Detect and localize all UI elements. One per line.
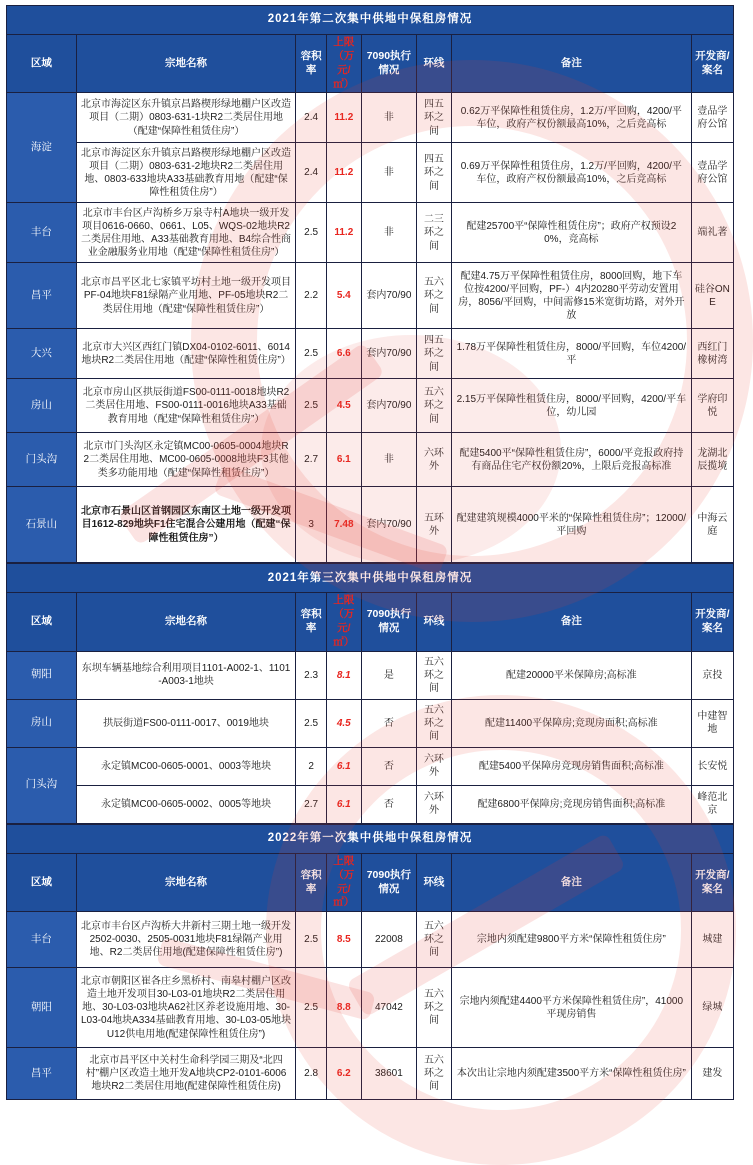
region-cell: 房山 bbox=[7, 379, 77, 433]
region-cell: 丰台 bbox=[7, 912, 77, 968]
developer-cell: 端礼著 bbox=[691, 203, 733, 263]
col-header-7090: 7090执行情况 bbox=[361, 853, 416, 911]
ring-cell: 六环外 bbox=[417, 433, 452, 487]
ring-cell: 五六环之间 bbox=[417, 379, 452, 433]
section-title-row bbox=[7, 564, 734, 593]
price-cap-cell: 11.2 bbox=[326, 143, 361, 203]
col-header-region: 区域 bbox=[7, 853, 77, 911]
parcel-name-cell: 北京市昌平区北七家镇平坊村土地一级开发项目PF-04地块F81绿隔产业用地、PF-05地块R2二类居住用地（配建“保障性租赁住房”） bbox=[76, 263, 296, 329]
col-header-far: 容积率 bbox=[296, 593, 327, 651]
price-cap-cell: 6.6 bbox=[326, 329, 361, 379]
col-header-ring: 环线 bbox=[417, 593, 452, 651]
parcel-name-cell: 拱辰街道FS00-0111-0017、0019地块 bbox=[76, 699, 296, 747]
table-row bbox=[7, 651, 734, 699]
note-cell: 0.69万平保障性租赁住房，1.2万/平回购，4200/平车位，政府产权份额最高10%，之后竞高标 bbox=[451, 143, 691, 203]
developer-cell: 学府印悦 bbox=[691, 379, 733, 433]
ring-cell: 五环外 bbox=[417, 487, 452, 563]
price-cap-cell: 8.8 bbox=[326, 968, 361, 1048]
note-cell: 0.62万平保障性租赁住房，1.2万/平回购，4200/平车位，政府产权份额最高10%，之后竞高标 bbox=[451, 93, 691, 143]
far-cell: 3 bbox=[296, 487, 327, 563]
region-cell: 昌平 bbox=[7, 1048, 77, 1100]
exec-7090-cell: 套内70/90 bbox=[361, 487, 416, 563]
price-cap-cell: 6.2 bbox=[326, 1048, 361, 1100]
note-cell: 本次出让宗地内须配建3500平方米“保障性租赁住房” bbox=[451, 1048, 691, 1100]
price-cap-cell: 7.48 bbox=[326, 487, 361, 563]
note-cell: 配建20000平米保障房;高标准 bbox=[451, 651, 691, 699]
ring-cell: 五六环之间 bbox=[417, 699, 452, 747]
land-supply-report bbox=[6, 5, 734, 1100]
price-cap-cell: 6.1 bbox=[326, 747, 361, 785]
developer-cell: 龙湖北辰揽境 bbox=[691, 433, 733, 487]
ring-cell: 五六环之间 bbox=[417, 651, 452, 699]
table-row bbox=[7, 747, 734, 785]
developer-cell: 峰范北京 bbox=[691, 785, 733, 823]
far-cell: 2.5 bbox=[296, 968, 327, 1048]
ring-cell: 四五环之间 bbox=[417, 329, 452, 379]
far-cell: 2 bbox=[296, 747, 327, 785]
col-header-far: 容积率 bbox=[296, 35, 327, 93]
parcel-name-cell: 北京市石景山区首钢园区东南区土地一级开发项目1612-829地块F1住宅混合公建用地（配建“保障性租赁住房”） bbox=[76, 487, 296, 563]
exec-7090-cell: 非 bbox=[361, 433, 416, 487]
table-2021-third-batch bbox=[6, 563, 734, 823]
col-header-note: 备注 bbox=[451, 35, 691, 93]
price-cap-cell: 4.5 bbox=[326, 379, 361, 433]
ring-cell: 五六环之间 bbox=[417, 968, 452, 1048]
col-header-ring: 环线 bbox=[417, 35, 452, 93]
section-title-row bbox=[7, 6, 734, 35]
far-cell: 2.3 bbox=[296, 651, 327, 699]
parcel-name-cell: 永定镇MC00-0605-0002、0005等地块 bbox=[76, 785, 296, 823]
region-cell: 海淀 bbox=[7, 93, 77, 203]
col-header-parcel-name: 宗地名称 bbox=[76, 853, 296, 911]
exec-7090-cell: 否 bbox=[361, 785, 416, 823]
ring-cell: 五六环之间 bbox=[417, 1048, 452, 1100]
price-cap-cell: 11.2 bbox=[326, 93, 361, 143]
exec-7090-cell: 非 bbox=[361, 143, 416, 203]
region-cell: 昌平 bbox=[7, 263, 77, 329]
far-cell: 2.8 bbox=[296, 1048, 327, 1100]
col-header-developer: 开发商/案名 bbox=[691, 35, 733, 93]
note-cell: 配建25700平“保障性租赁住房”；政府产权预设20%，竞高标 bbox=[451, 203, 691, 263]
far-cell: 2.7 bbox=[296, 433, 327, 487]
exec-7090-cell: 38601 bbox=[361, 1048, 416, 1100]
ring-cell: 四五环之间 bbox=[417, 143, 452, 203]
note-cell: 2.15万平保障性租赁住房，8000/平回购，4200/平车位，幼儿园 bbox=[451, 379, 691, 433]
section-title: 2021年第三次集中供地中保租房情况 bbox=[7, 564, 734, 593]
table-2022-first-batch bbox=[6, 824, 734, 1100]
exec-7090-cell: 47042 bbox=[361, 968, 416, 1048]
table-row bbox=[7, 93, 734, 143]
note-cell: 宗地内须配建4400平方米保障性租赁住房”，41000平现房销售 bbox=[451, 968, 691, 1048]
col-header-far: 容积率 bbox=[296, 853, 327, 911]
ring-cell: 五六环之间 bbox=[417, 912, 452, 968]
price-cap-cell: 6.1 bbox=[326, 785, 361, 823]
col-header-parcel-name: 宗地名称 bbox=[76, 35, 296, 93]
table-row bbox=[7, 379, 734, 433]
note-cell: 配建4.75万平保障性租赁住房，8000回购，地下车位按4200/平回购，PF-）4内20280平劳动安置用房，8056/平回购，中间需修15米宽街坊路，对外开放 bbox=[451, 263, 691, 329]
region-cell: 大兴 bbox=[7, 329, 77, 379]
developer-cell: 中海云庭 bbox=[691, 487, 733, 563]
far-cell: 2.4 bbox=[296, 143, 327, 203]
col-header-note: 备注 bbox=[451, 853, 691, 911]
header-row bbox=[7, 853, 734, 911]
col-header-region: 区域 bbox=[7, 35, 77, 93]
far-cell: 2.7 bbox=[296, 785, 327, 823]
exec-7090-cell: 非 bbox=[361, 203, 416, 263]
ring-cell: 六环外 bbox=[417, 747, 452, 785]
header-row bbox=[7, 35, 734, 93]
exec-7090-cell: 22008 bbox=[361, 912, 416, 968]
table-row bbox=[7, 785, 734, 823]
col-header-7090: 7090执行情况 bbox=[361, 35, 416, 93]
table-row bbox=[7, 968, 734, 1048]
col-header-price-cap: 上限（万元/㎡） bbox=[326, 593, 361, 651]
ring-cell: 四五环之间 bbox=[417, 93, 452, 143]
region-cell: 门头沟 bbox=[7, 747, 77, 823]
parcel-name-cell: 东坝车辆基地综合利用项目1101-A002-1、1101-A003-1地块 bbox=[76, 651, 296, 699]
developer-cell: 长安悦 bbox=[691, 747, 733, 785]
section-title-row bbox=[7, 824, 734, 853]
parcel-name-cell: 永定镇MC00-0605-0001、0003等地块 bbox=[76, 747, 296, 785]
parcel-name-cell: 北京市海淀区东升镇京昌路楔形绿地棚户区改造项目（二期）0803-631-2地块R2二类居住用地、0803-633地块A33基础教育用地（配建“保障性租赁住房”） bbox=[76, 143, 296, 203]
parcel-name-cell: 北京市门头沟区永定镇MC00-0605-0004地块R2二类居住用地、MC00-0605-0008地块F3其他类多功能用地（配建“保障性租赁住房”） bbox=[76, 433, 296, 487]
col-header-price-cap: 上限（万元/㎡） bbox=[326, 853, 361, 911]
parcel-name-cell: 北京市丰台区卢沟桥大井新村三期土地一级开发2502-0030、2505-0031地块F81绿隔产业用地、R2二类居住用地(配建保障性租赁住房”) bbox=[76, 912, 296, 968]
exec-7090-cell: 否 bbox=[361, 747, 416, 785]
table-row bbox=[7, 487, 734, 563]
note-cell: 配建11400平保障房;竞现房面积;高标准 bbox=[451, 699, 691, 747]
developer-cell: 中建智地 bbox=[691, 699, 733, 747]
price-cap-cell: 8.5 bbox=[326, 912, 361, 968]
table-row bbox=[7, 912, 734, 968]
table-row bbox=[7, 433, 734, 487]
col-header-developer: 开发商/案名 bbox=[691, 853, 733, 911]
parcel-name-cell: 北京市房山区拱辰街道FS00-0111-0018地块R2二类居住用地、FS00-0111-0016地块A33基础教育用地（配建“保障性租赁住房”） bbox=[76, 379, 296, 433]
region-cell: 丰台 bbox=[7, 203, 77, 263]
region-cell: 门头沟 bbox=[7, 433, 77, 487]
parcel-name-cell: 北京市海淀区东升镇京昌路楔形绿地棚户区改造项目（二期）0803-631-1块R2二类居住用地（配建“保障性租赁住房”） bbox=[76, 93, 296, 143]
exec-7090-cell: 套内70/90 bbox=[361, 379, 416, 433]
note-cell: 宗地内须配建9800平方米“保障性租赁住房” bbox=[451, 912, 691, 968]
note-cell: 配建5400平保障房竞现房销售面积;高标准 bbox=[451, 747, 691, 785]
table-row bbox=[7, 1048, 734, 1100]
col-header-parcel-name: 宗地名称 bbox=[76, 593, 296, 651]
far-cell: 2.5 bbox=[296, 912, 327, 968]
exec-7090-cell: 否 bbox=[361, 699, 416, 747]
developer-cell: 绿城 bbox=[691, 968, 733, 1048]
note-cell: 1.78万平保障性租赁住房，8000/平回购，车位4200/平 bbox=[451, 329, 691, 379]
developer-cell: 城建 bbox=[691, 912, 733, 968]
exec-7090-cell: 套内70/90 bbox=[361, 263, 416, 329]
col-header-ring: 环线 bbox=[417, 853, 452, 911]
price-cap-cell: 8.1 bbox=[326, 651, 361, 699]
region-cell: 朝阳 bbox=[7, 968, 77, 1048]
developer-cell: 西红门橡树湾 bbox=[691, 329, 733, 379]
section-title: 2021年第二次集中供地中保租房情况 bbox=[7, 6, 734, 35]
developer-cell: 京投 bbox=[691, 651, 733, 699]
parcel-name-cell: 北京市朝阳区崔各庄乡黑桥村、南皋村棚户区改造土地开发项目30-L03-01地块R2二类居住用地、30-L03-03地块A62社区养老设施用地、30-L03-04地块A334基础教育用地、30-L03-05地块U12供电用地(配建保障性租赁住房”) bbox=[76, 968, 296, 1048]
note-cell: 配建5400平“保障性租赁住房”，6000/平竞报政府持有商品住宅产权份额20%，上限后竞报高标准 bbox=[451, 433, 691, 487]
far-cell: 2.4 bbox=[296, 93, 327, 143]
developer-cell: 壹品学府公馆 bbox=[691, 93, 733, 143]
table-row bbox=[7, 699, 734, 747]
developer-cell: 壹品学府公馆 bbox=[691, 143, 733, 203]
parcel-name-cell: 北京市大兴区西红门镇DX04-0102-6011、6014地块R2二类居住用地（配建“保障性租赁住房”） bbox=[76, 329, 296, 379]
section-title: 2022年第一次集中供地中保租房情况 bbox=[7, 824, 734, 853]
far-cell: 2.5 bbox=[296, 203, 327, 263]
col-header-region: 区域 bbox=[7, 593, 77, 651]
table-2021-second-batch bbox=[6, 5, 734, 563]
col-header-developer: 开发商/案名 bbox=[691, 593, 733, 651]
exec-7090-cell: 是 bbox=[361, 651, 416, 699]
note-cell: 配建建筑规模4000平米的“保障性租赁住房”；12000/平回购 bbox=[451, 487, 691, 563]
developer-cell: 硅谷ONE bbox=[691, 263, 733, 329]
price-cap-cell: 5.4 bbox=[326, 263, 361, 329]
exec-7090-cell: 非 bbox=[361, 93, 416, 143]
parcel-name-cell: 北京市昌平区中关村生命科学园三期及“北四村”棚户区改造土地开发A地块CP2-0101-6006地块R2二类居住用地(配建保障性租赁住房) bbox=[76, 1048, 296, 1100]
exec-7090-cell: 套内70/90 bbox=[361, 329, 416, 379]
developer-cell: 建发 bbox=[691, 1048, 733, 1100]
far-cell: 2.5 bbox=[296, 699, 327, 747]
price-cap-cell: 11.2 bbox=[326, 203, 361, 263]
price-cap-cell: 6.1 bbox=[326, 433, 361, 487]
region-cell: 房山 bbox=[7, 699, 77, 747]
table-row bbox=[7, 263, 734, 329]
far-cell: 2.5 bbox=[296, 329, 327, 379]
ring-cell: 五六环之间 bbox=[417, 263, 452, 329]
region-cell: 石景山 bbox=[7, 487, 77, 563]
col-header-price-cap: 上限（万元/㎡） bbox=[326, 35, 361, 93]
ring-cell: 二三环之间 bbox=[417, 203, 452, 263]
table-row bbox=[7, 143, 734, 203]
far-cell: 2.2 bbox=[296, 263, 327, 329]
ring-cell: 六环外 bbox=[417, 785, 452, 823]
note-cell: 配建6800平保障房;竞现房销售面积;高标准 bbox=[451, 785, 691, 823]
table-row bbox=[7, 329, 734, 379]
region-cell: 朝阳 bbox=[7, 651, 77, 699]
header-row bbox=[7, 593, 734, 651]
parcel-name-cell: 北京市丰台区卢沟桥乡万泉寺村A地块一级开发项目0616-0660、0661、L05、WQS-02地块R2二类居住用地、A33基础教育用地、B4综合性商业金融服务业用地（配建“保障性租赁住房”） bbox=[76, 203, 296, 263]
price-cap-cell: 4.5 bbox=[326, 699, 361, 747]
col-header-note: 备注 bbox=[451, 593, 691, 651]
far-cell: 2.5 bbox=[296, 379, 327, 433]
col-header-7090: 7090执行情况 bbox=[361, 593, 416, 651]
table-row bbox=[7, 203, 734, 263]
